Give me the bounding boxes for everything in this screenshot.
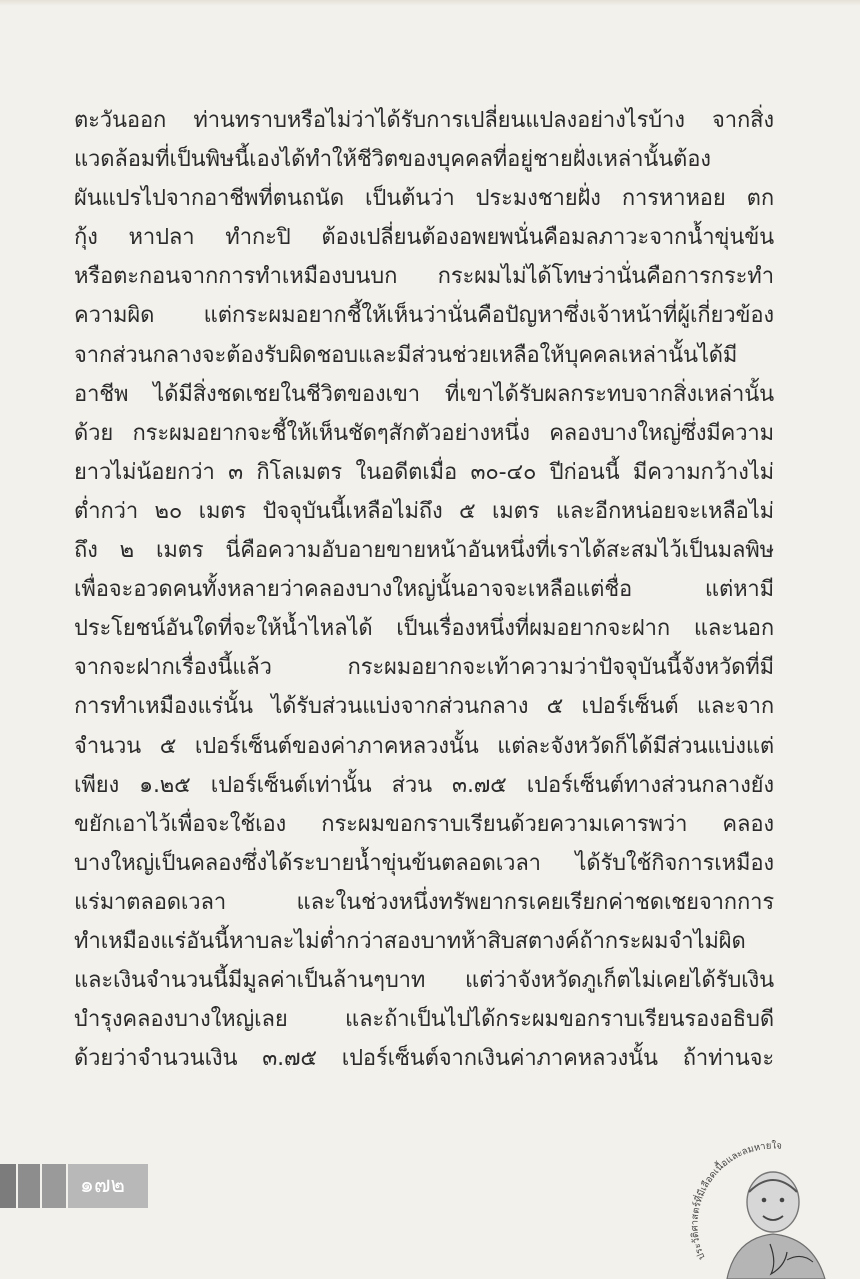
portrait-emblem-icon: [675, 1140, 860, 1279]
text-line: แร่มาตลอดเวลา และในช่วงหนึ่งทรัพยากรเคยเรียกค่าชดเชยจากการ: [74, 889, 774, 915]
text-line: จากจะฝากเรื่องนี้แล้ว กระผมอยากจะเท้าความว่าปัจจุบันนี้จังหวัดที่มี: [74, 655, 774, 681]
page-top-edge: [0, 0, 860, 6]
footer-tab-block: [42, 1164, 66, 1208]
text-line: ถึง ๒ เมตร นี่คือความอับอายขายหน้าอันหนึ่งที่เราได้สะสมไว้เป็นมลพิษ: [74, 538, 774, 564]
text-line: บำรุงคลองบางใหญ่เลย และถ้าเป็นไปได้กระผมขอกราบเรียนรองอธิบดี: [74, 1007, 774, 1033]
text-line: และเงินจำนวนนี้มีมูลค่าเป็นล้านๆบาท แต่ว่าจังหวัดภูเก็ตไม่เคยได้รับเงิน: [74, 968, 774, 994]
text-line: เพื่อจะอวดคนทั้งหลายว่าคลองบางใหญ่นั้นอาจจะเหลือแต่ชื่อ แต่หามี: [74, 577, 774, 603]
text-line: ด้วยว่าจำนวนเงิน ๓.๗๕ เปอร์เซ็นต์จากเงินค่าภาคหลวงนั้น ถ้าท่านจะ: [74, 1046, 774, 1072]
footer-tab-block: [0, 1164, 16, 1208]
text-line: ตะวันออก ท่านทราบหรือไม่ว่าได้รับการเปลี่ยนแปลงอย่างไรบ้าง จากสิ่ง: [74, 108, 774, 133]
footer-tab-block: [18, 1164, 40, 1208]
text-line: ผันแปรไปจากอาชีพที่ตนถนัด เป็นต้นว่า ประมงชายฝั่ง การหาหอย ตก: [74, 186, 774, 212]
text-line: จำนวน ๕ เปอร์เซ็นต์ของค่าภาคหลวงนั้น แต่ละจังหวัดก็ได้มีส่วนแบ่งแต่: [74, 733, 774, 759]
body-text: [74, 101, 774, 1078]
text-line: ด้วย กระผมอยากจะชี้ให้เห็นชัดๆสักตัวอย่างหนึ่ง คลองบางใหญ่ซึ่งมีความ: [74, 420, 774, 446]
text-line: เพียง ๑.๒๕ เปอร์เซ็นต์เท่านั้น ส่วน ๓.๗๕ เปอร์เซ็นต์ทางส่วนกลางยัง: [74, 772, 774, 798]
text-line: แวดล้อมที่เป็นพิษนี้เองได้ทำให้ชีวิตของบุคคลที่อยู่ชายฝั่งเหล่านั้นต้อง: [74, 147, 711, 173]
text-line: ขยักเอาไว้เพื่อจะใช้เอง กระผมขอกราบเรียนด้วยความเคารพว่า คลอง: [74, 811, 774, 837]
page-footer: [0, 1164, 200, 1208]
text-line: การทำเหมืองแร่นั้น ได้รับส่วนแบ่งจากส่วนกลาง ๕ เปอร์เซ็นต์ และจาก: [74, 694, 774, 720]
text-line: จากส่วนกลางจะต้องรับผิดชอบและมีส่วนช่วยเหลือให้บุคคลเหล่านั้นได้มี: [74, 342, 738, 368]
text-line: กุ้ง หาปลา ทำกะปิ ต้องเปลี่ยนต้องอพยพนั่นคือมลภาวะจากน้ำขุ่นข้น: [74, 225, 774, 251]
text-line: ยาวไม่น้อยกว่า ๓ กิโลเมตร ในอดีตเมื่อ ๓๐-๔๐ ปีก่อนนี้ มีความกว้างไม่: [74, 459, 774, 485]
text-line: อาชีพ ได้มีสิ่งชดเชยในชีวิตของเขา ที่เขาได้รับผลกระทบจากสิ่งเหล่านั้น: [74, 381, 774, 407]
page-number: ๑๗๒: [68, 1164, 148, 1208]
text-line: ความผิด แต่กระผมอยากชี้ให้เห็นว่านั่นคือปัญหาซึ่งเจ้าหน้าที่ผู้เกี่ยวข้อง: [74, 303, 774, 329]
text-line: ต่ำกว่า ๒๐ เมตร ปัจจุบันนี้เหลือไม่ถึง ๕ เมตร และอีกหน่อยจะเหลือไม่: [74, 498, 774, 524]
text-line: หรือตะกอนจากการทำเหมืองบนบก กระผมไม่ได้โทษว่านั่นคือการกระทำ: [74, 264, 774, 290]
emblem-caption: ประวัติศาสตร์ที่มีเลือดเนื้อและลมหายใจ: [689, 1140, 783, 1262]
portrait-emblem: [675, 1140, 860, 1279]
text-line: บางใหญ่เป็นคลองซึ่งได้ระบายน้ำขุ่นข้นตลอดเวลา ได้รับใช้กิจการเหมือง: [74, 850, 774, 876]
text-line: ประโยชน์อันใดที่จะให้น้ำไหลได้ เป็นเรื่องหนึ่งที่ผมอยากจะฝาก และนอก: [74, 616, 774, 642]
text-line: ทำเหมืองแร่อันนี้หาบละไม่ต่ำกว่าสองบาทห้าสิบสตางค์ถ้ากระผมจำไม่ผิด: [74, 928, 746, 954]
